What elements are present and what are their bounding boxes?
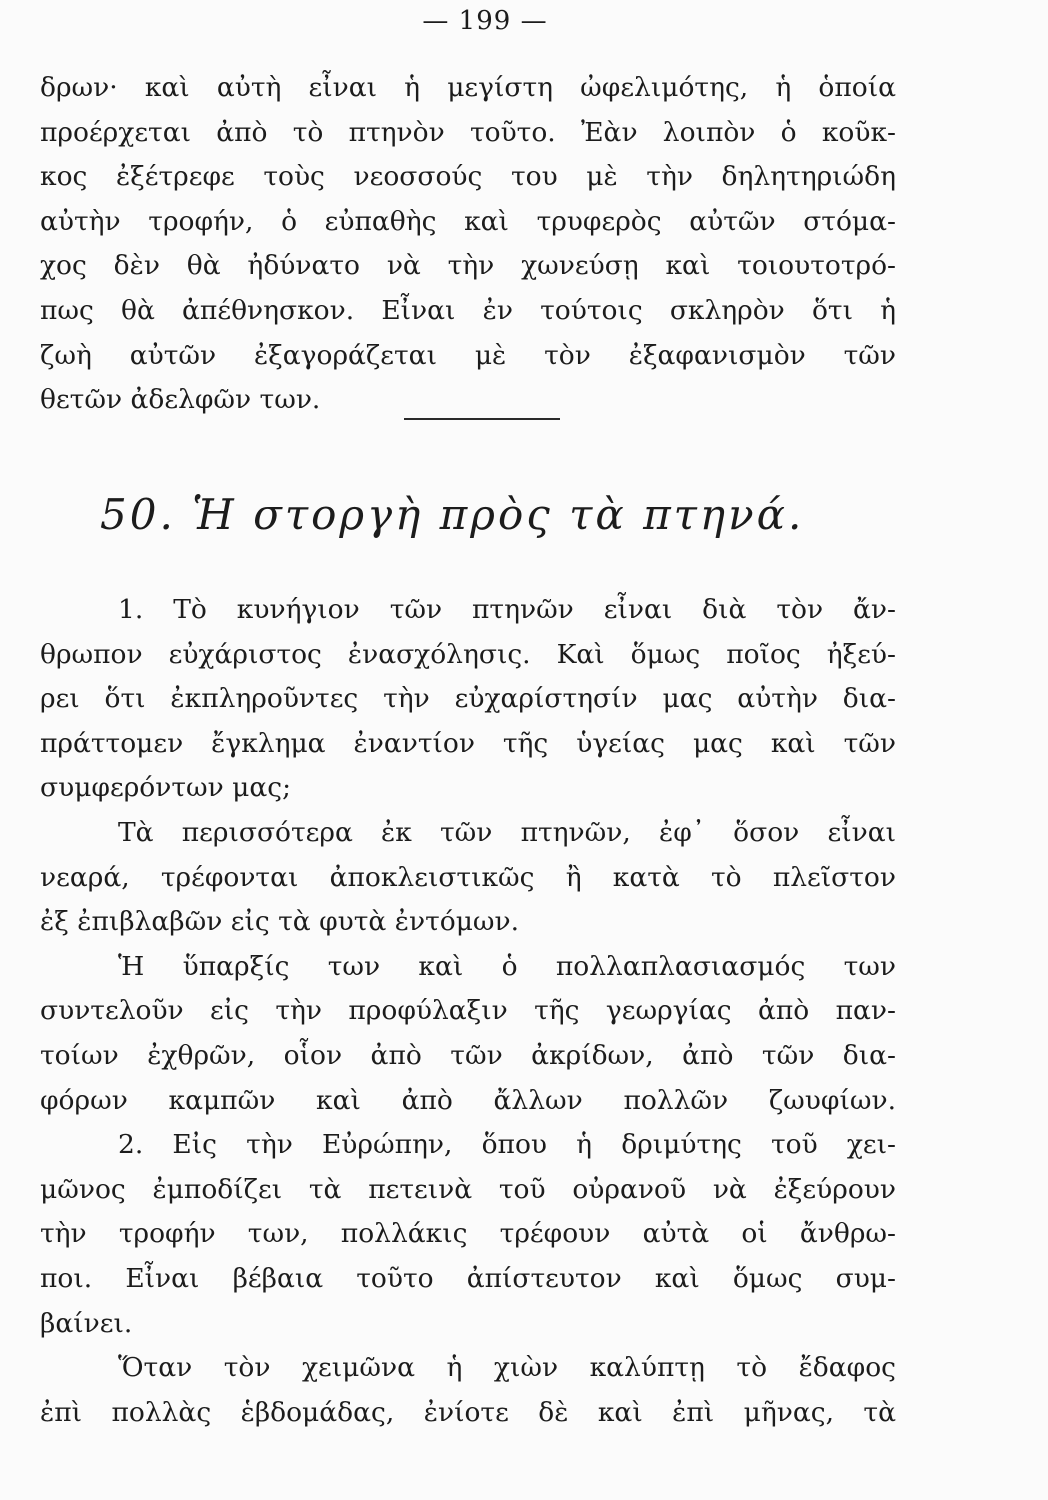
text-line: Ἡ ὕπαρξίς των καὶ ὁ πολλαπλασιασμός των <box>118 950 896 982</box>
text-line: τὴν τροφήν των, πολλάκις τρέφουν αὐτὰ οἱ ἄνθρω- <box>40 1218 896 1250</box>
text-line: φόρων καμπῶν καὶ ἀπὸ ἄλλων πολλῶν ζωυφίων. <box>40 1084 896 1116</box>
text-line: Τὰ περισσότερα ἐκ τῶν πτηνῶν, ἐφ᾽ ὅσον εἶναι <box>118 816 896 848</box>
text-line: συντελοῦν εἰς τὴν προφύλαξιν τῆς γεωργίας ἀπὸ παν- <box>40 995 896 1027</box>
text-line: συμφερόντων μας; <box>40 772 292 804</box>
text-line: ἐπὶ πολλὰς ἑβδομάδας, ἐνίοτε δὲ καὶ ἐπὶ μῆνας, τὰ <box>40 1396 896 1428</box>
text-line: ἐξ ἐπιβλαβῶν εἰς τὰ φυτὰ ἐντόμων. <box>40 906 520 938</box>
text-line: δρων· καὶ αὐτὴ εἶναι ἡ μεγίστη ὠφελιμότης, ἡ ὁποία <box>40 72 896 103</box>
section-title: 50. Ἡ στοργὴ πρὸς τὰ πτηνά. <box>100 490 805 539</box>
text-line: ρει ὅτι ἐκπληροῦντες τὴν εὐχαρίστησίν μας αὐτὴν δια- <box>40 683 896 715</box>
intro-paragraph <box>40 66 896 423</box>
text-line: αὐτὴν τροφήν, ὁ εὐπαθὴς καὶ τρυφερὸς αὐτῶν στόμα- <box>40 205 896 237</box>
text-line: νεαρά, τρέφονται ἀποκλειστικῶς ἢ κατὰ τὸ πλεῖστον <box>40 861 896 893</box>
text-line: ποι. Εἶναι βέβαια τοῦτο ἀπίστευτον καὶ ὅμως συμ- <box>40 1262 896 1294</box>
text-line: Ὅταν τὸν χειμῶνα ἡ χιὼν καλύπτῃ τὸ ἔδαφος <box>118 1352 896 1384</box>
text-line: τοίων ἐχθρῶν, οἷον ἀπὸ τῶν ἀκρίδων, ἀπὸ τῶν δια- <box>40 1039 896 1071</box>
section-body <box>40 588 896 1435</box>
section-divider <box>404 418 560 420</box>
text-line: θρωπον εὐχάριστος ἐνασχόλησις. Καὶ ὅμως ποῖος ἠξεύ- <box>40 638 896 670</box>
text-line: προέρχεται ἀπὸ τὸ πτηνὸν τοῦτο. Ἐὰν λοιπὸν ὁ κοῦκ- <box>40 116 896 148</box>
page-number: — 199 — <box>422 6 548 36</box>
text-line: 2. Εἰς τὴν Εὐρώπην, ὅπου ἡ δριμύτης τοῦ χει- <box>118 1129 896 1161</box>
text-line: χος δὲν θὰ ἠδύνατο νὰ τὴν χωνεύσῃ καὶ τοιουτοτρό- <box>40 250 896 282</box>
text-line: 1. Τὸ κυνήγιον τῶν πτηνῶν εἶναι διὰ τὸν ἄν- <box>118 594 896 625</box>
text-line: κος ἐξέτρεφε τοὺς νεοσσούς του μὲ τὴν δηλητηριώδη <box>40 161 896 193</box>
text-line: θετῶν ἀδελφῶν των. <box>40 384 321 416</box>
text-line: πράττομεν ἔγκλημα ἐναντίον τῆς ὑγείας μας καὶ τῶν <box>40 727 896 759</box>
text-line: μῶνος ἐμποδίζει τὰ πετεινὰ τοῦ οὐρανοῦ νὰ ἐξεύρουν <box>40 1173 896 1205</box>
text-line: πως θὰ ἀπέθνησκον. Εἶναι ἐν τούτοις σκληρὸν ὅτι ἡ <box>40 294 896 326</box>
text-line: ζωὴ αὐτῶν ἐξαγοράζεται μὲ τὸν ἐξαφανισμὸν τῶν <box>40 339 896 371</box>
text-line: βαίνει. <box>40 1307 133 1339</box>
